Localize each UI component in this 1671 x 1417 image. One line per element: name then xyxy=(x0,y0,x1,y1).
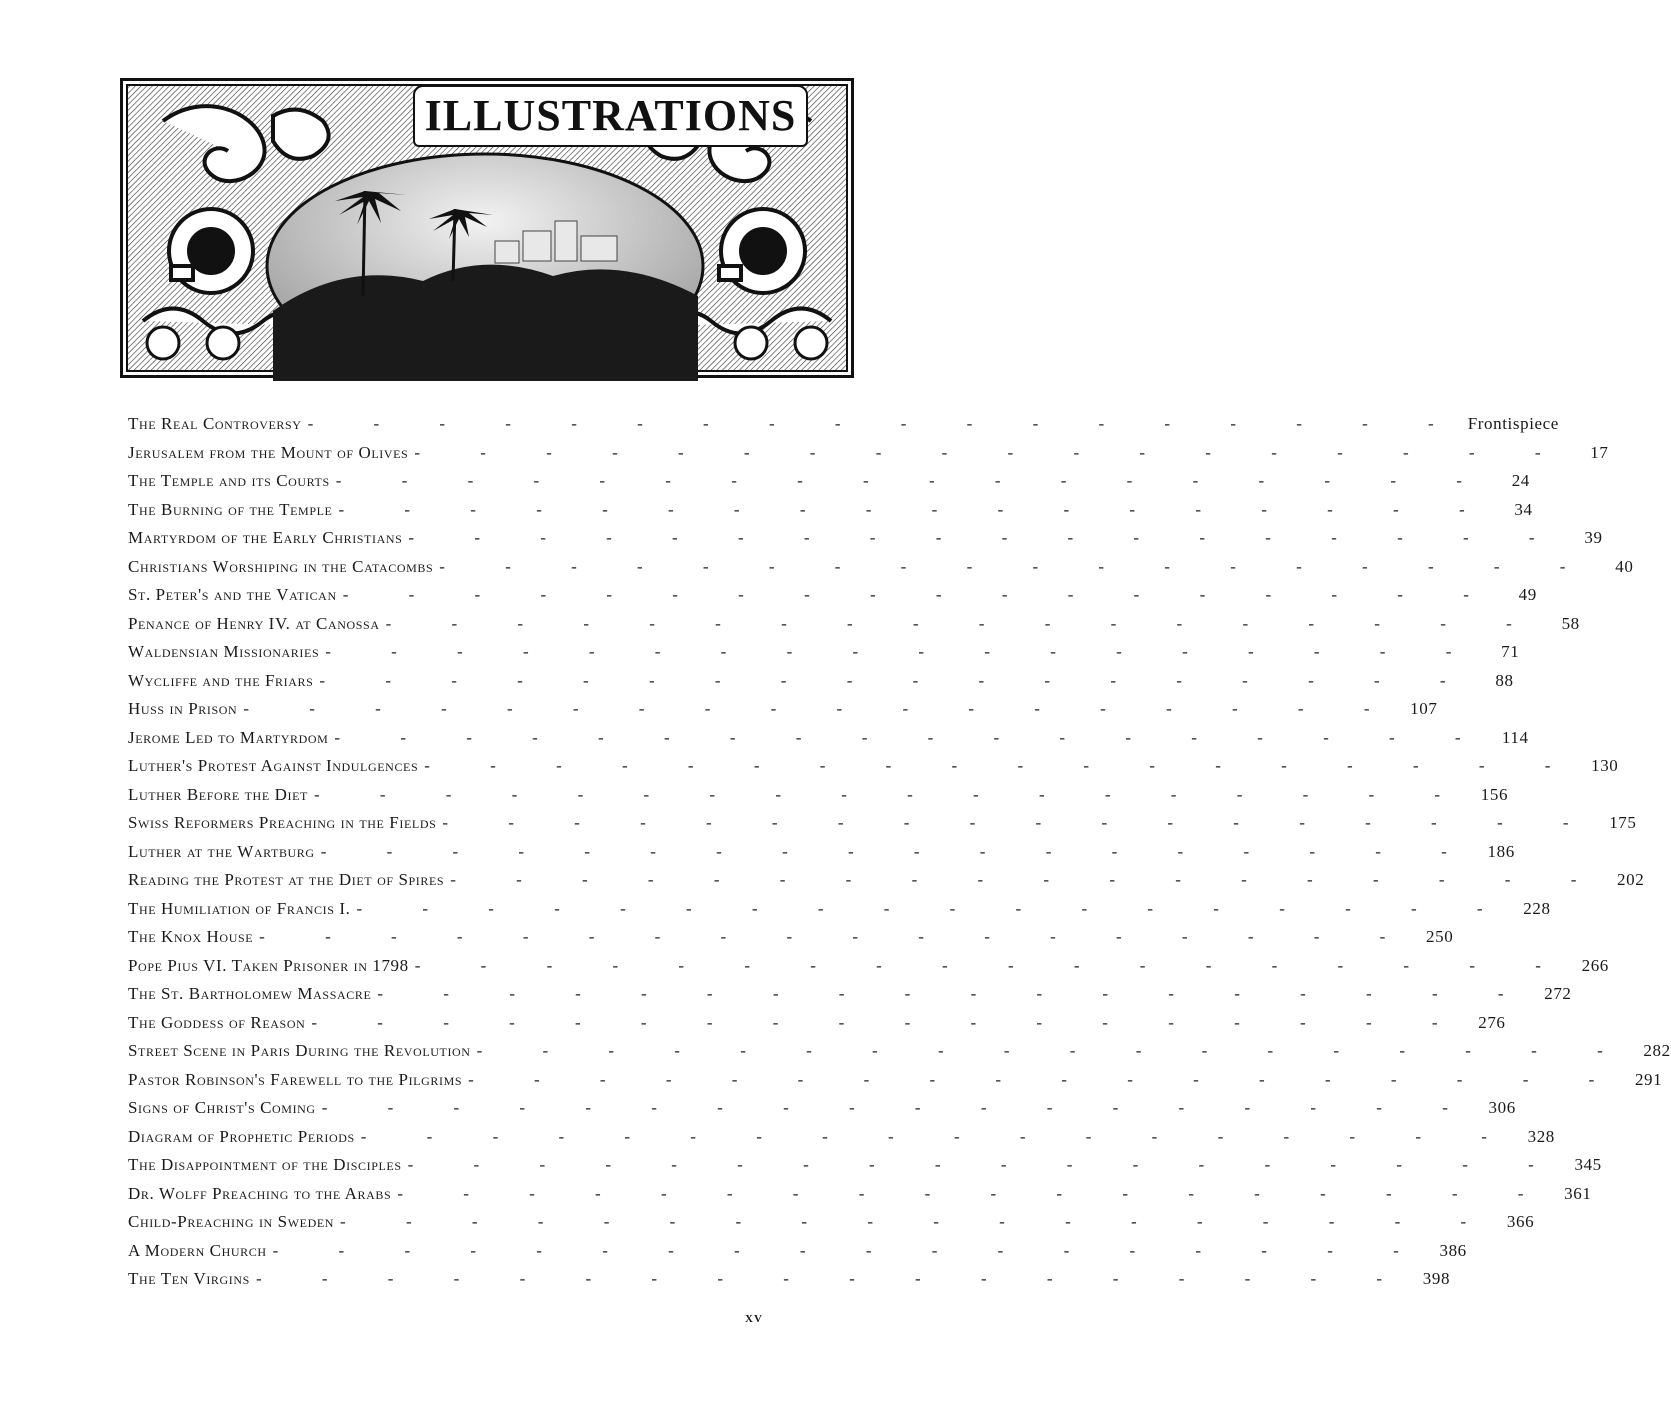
illustrations-list xyxy=(128,414,1671,1298)
illustration-title: The Goddess of Reason xyxy=(128,1012,306,1032)
illustration-title: The Real Controversy xyxy=(128,414,302,433)
list-item xyxy=(128,613,1580,643)
list-item xyxy=(128,670,1514,700)
dot-leader: - - - - - - - - - - - - - - - - - - xyxy=(307,414,1462,433)
illustration-page: 282 xyxy=(1643,1041,1671,1060)
illustration-title: Swiss Reformers Preaching in the Fields xyxy=(128,813,437,832)
list-item xyxy=(128,528,1603,557)
dot-leader: - - - - - - - - - - - - - - - - - - xyxy=(334,727,1489,747)
dot-leader: - - - - - - - - - - - - - - - - - - xyxy=(397,1183,1552,1203)
illustration-title: Luther Before the Diet xyxy=(128,784,308,804)
illustration-page: 49 xyxy=(1518,585,1537,604)
illustration-page: 276 xyxy=(1478,1012,1506,1032)
illustration-title: Signs of Christ's Coming xyxy=(128,1098,316,1117)
list-item xyxy=(128,984,1572,1013)
list-item xyxy=(128,1212,1535,1241)
dot-leader: - - - - - - - - - - - - - - - - - - xyxy=(338,499,1493,519)
illustration-page: 202 xyxy=(1617,870,1645,889)
illustration-page: 58 xyxy=(1561,613,1580,633)
list-item xyxy=(128,727,1529,757)
dot-leader: - - - - - - - - - - - - - - - - - - xyxy=(407,1155,1562,1174)
illustration-page: 34 xyxy=(1514,499,1533,519)
illustration-title: Jerome Led to Martyrdom xyxy=(128,727,329,747)
dot-leader: - - - - - - - - - - - - - - - - - - xyxy=(335,471,1490,490)
illustration-page: 291 xyxy=(1634,1069,1663,1089)
illustration-title: The Ten Virgins xyxy=(128,1269,250,1288)
list-item xyxy=(128,1012,1506,1042)
illustration-page: 24 xyxy=(1511,471,1530,490)
list-item xyxy=(128,870,1645,899)
dot-leader: - - - - - - - - - - - - - - - - - - xyxy=(243,699,1398,718)
list-item xyxy=(128,1126,1555,1156)
dot-leader: - - - - - - - - - - - - - - - - - - xyxy=(319,670,1474,690)
list-item xyxy=(128,499,1533,529)
illustrations-header-plate xyxy=(120,78,854,378)
illustration-title: Diagram of Prophetic Periods xyxy=(128,1126,355,1146)
illustration-page: 328 xyxy=(1527,1126,1555,1146)
dot-leader: - - - - - - - - - - - - - - - - - - xyxy=(342,585,1497,604)
illustration-page: 88 xyxy=(1495,670,1514,690)
illustration-title: Jerusalem from the Mount of Olives xyxy=(128,442,409,462)
list-item xyxy=(128,784,1509,814)
list-item xyxy=(128,955,1609,985)
dot-leader: - - - - - - - - - - - - - - - - - - xyxy=(320,841,1475,861)
illustration-page: 250 xyxy=(1426,927,1454,946)
illustration-title: A Modern Church xyxy=(128,1240,267,1260)
illustration-title: The Knox House xyxy=(128,927,254,946)
dot-leader: - - - - - - - - - - - - - - - - - - xyxy=(272,1240,1427,1260)
dot-leader: - - - - - - - - - - - - - - - - - - xyxy=(255,1269,1411,1288)
illustration-page: 272 xyxy=(1544,984,1572,1003)
illustration-title: Pope Pius VI. Taken Prisoner in 1798 xyxy=(128,955,409,975)
illustration-title: Child-Preaching in Sweden xyxy=(128,1212,335,1231)
dot-leader: - - - - - - - - - - - - - - - - - - xyxy=(439,556,1594,576)
list-item xyxy=(128,699,1438,728)
list-item xyxy=(128,414,1559,443)
dot-leader: - - - - - - - - - - - - - - - - - - xyxy=(356,898,1511,918)
illustration-title: Martyrdom of the Early Christians xyxy=(128,528,403,547)
illustration-page: 156 xyxy=(1480,784,1509,804)
illustration-title: Christians Worshiping in the Catacombs xyxy=(128,556,434,576)
list-item xyxy=(128,556,1634,586)
illustration-page: 398 xyxy=(1422,1269,1451,1288)
dot-leader: - - - - - - - - - - - - - - - - - - xyxy=(325,642,1480,661)
dot-leader: - - - - - - - - - - - - - - - - - - xyxy=(385,613,1540,633)
dot-leader: - - - - - - - - - - - - - - - - - - xyxy=(450,870,1605,889)
illustration-page: 228 xyxy=(1523,898,1551,918)
illustration-title: Reading the Protest at the Diet of Spires xyxy=(128,870,445,889)
dot-leader: - - - - - - - - - - - - - - - - - - xyxy=(321,1098,1476,1117)
list-item xyxy=(128,1098,1516,1127)
illustration-page: 130 xyxy=(1591,756,1619,775)
illustration-page: Frontispiece xyxy=(1467,414,1559,433)
illustration-title: Penance of Henry IV. at Canossa xyxy=(128,613,380,633)
dot-leader: - - - - - - - - - - - - - - - - - - xyxy=(476,1041,1631,1060)
list-item xyxy=(128,1183,1592,1213)
dot-leader: - - - - - - - - - - - - - - - - - - xyxy=(408,528,1563,547)
illustration-title: Luther's Protest Against Indulgences xyxy=(128,756,419,775)
dot-leader: - - - - - - - - - - - - - - - - - - xyxy=(259,927,1414,946)
illustration-page: 107 xyxy=(1410,699,1438,718)
list-item xyxy=(128,841,1515,871)
illustration-title: Pastor Robinson's Farewell to the Pilgrims xyxy=(128,1069,463,1089)
list-item xyxy=(128,1069,1663,1099)
list-item xyxy=(128,585,1537,614)
illustration-page: 71 xyxy=(1501,642,1520,661)
illustration-page: 345 xyxy=(1574,1155,1602,1174)
list-item xyxy=(128,813,1637,842)
illustration-page: 266 xyxy=(1581,955,1609,975)
illustration-title: Huss in Prison xyxy=(128,699,238,718)
list-item xyxy=(128,471,1530,500)
illustration-page: 386 xyxy=(1439,1240,1467,1260)
illustration-title: Dr. Wolff Preaching to the Arabs xyxy=(128,1183,392,1203)
list-item xyxy=(128,1240,1467,1270)
dot-leader: - - - - - - - - - - - - - - - - - - xyxy=(340,1212,1495,1231)
illustration-title: The St. Bartholomew Massacre xyxy=(128,984,372,1003)
list-item xyxy=(128,442,1609,472)
illustration-page: 175 xyxy=(1609,813,1637,832)
dot-leader: - - - - - - - - - - - - - - - - - - xyxy=(424,756,1579,775)
illustration-title: Street Scene in Paris During the Revolution xyxy=(128,1041,471,1060)
illustration-page: 186 xyxy=(1487,841,1515,861)
list-item xyxy=(128,1269,1451,1298)
list-item xyxy=(128,642,1520,671)
illustration-page: 40 xyxy=(1615,556,1634,576)
illustration-title: St. Peter's and the Vatican xyxy=(128,585,337,604)
illustration-page: 17 xyxy=(1590,442,1609,462)
illustration-page: 361 xyxy=(1564,1183,1592,1203)
illustration-title: The Burning of the Temple xyxy=(128,499,333,519)
illustration-title: The Disappointment of the Disciples xyxy=(128,1155,402,1174)
dot-leader: - - - - - - - - - - - - - - - - - - xyxy=(313,784,1469,804)
illustration-title: The Humiliation of Francis I. xyxy=(128,898,351,918)
dot-leader: - - - - - - - - - - - - - - - - - - xyxy=(468,1069,1623,1089)
list-item xyxy=(128,898,1551,928)
list-item xyxy=(128,927,1454,956)
page-number: xv xyxy=(745,1310,763,1326)
illustration-page: 366 xyxy=(1506,1212,1535,1231)
list-item xyxy=(128,1041,1671,1070)
dot-leader: - - - - - - - - - - - - - - - - - - xyxy=(442,813,1597,832)
dot-leader: - - - - - - - - - - - - - - - - - - xyxy=(377,984,1532,1003)
dot-leader: - - - - - - - - - - - - - - - - - - xyxy=(414,955,1569,975)
illustration-title: The Temple and its Courts xyxy=(128,471,330,490)
illustration-title: Wycliffe and the Friars xyxy=(128,670,314,690)
dot-leader: - - - - - - - - - - - - - - - - - - xyxy=(414,442,1569,462)
illustration-page: 306 xyxy=(1488,1098,1516,1117)
illustration-page: 39 xyxy=(1584,528,1603,547)
list-item xyxy=(128,1155,1602,1184)
illustration-title: Waldensian Missionaries xyxy=(128,642,320,661)
list-item xyxy=(128,756,1619,785)
illustration-page: 114 xyxy=(1501,727,1529,747)
illustration-title: Luther at the Wartburg xyxy=(128,841,315,861)
dot-leader: - - - - - - - - - - - - - - - - - - xyxy=(311,1012,1466,1032)
page-title: ILLUSTRATIONS xyxy=(413,85,808,147)
dot-leader: - - - - - - - - - - - - - - - - - - xyxy=(360,1126,1515,1146)
